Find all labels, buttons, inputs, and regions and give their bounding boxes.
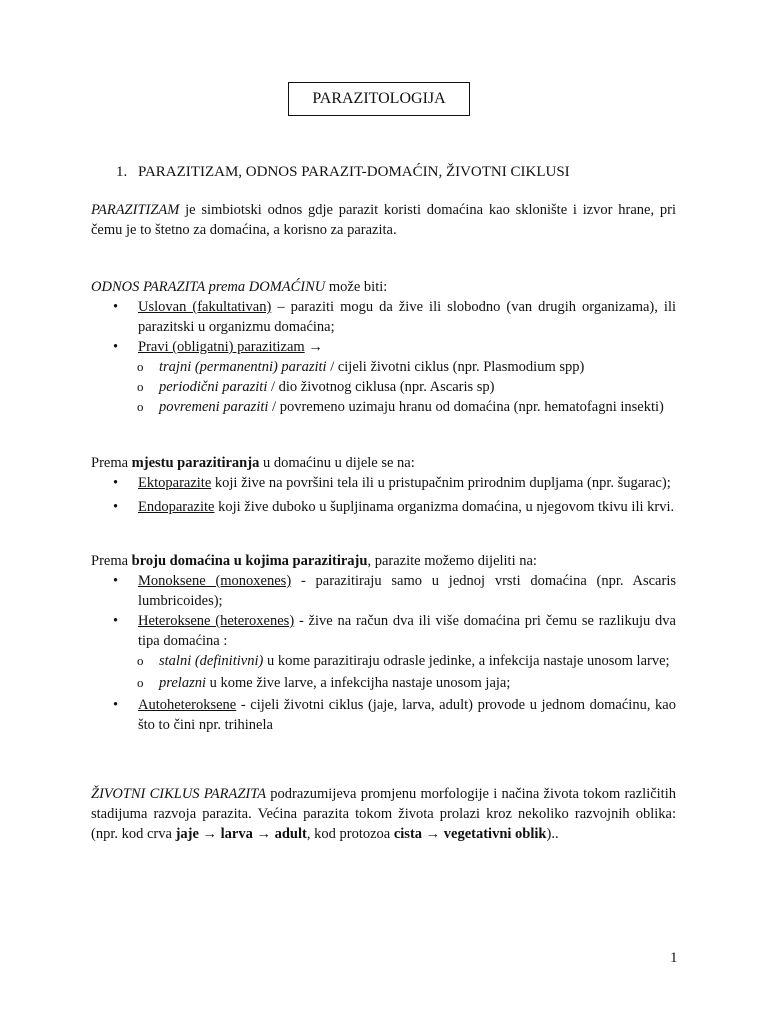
sub-list-item — [91, 377, 676, 397]
sub-item-term: periodični paraziti — [159, 379, 268, 395]
odnos-lead — [91, 277, 676, 297]
list-item — [91, 695, 676, 735]
sub-item-text: / dio životnog ciklusa (npr. Ascaris sp) — [267, 379, 495, 395]
list-item — [91, 571, 676, 611]
sub-item-text: / povremeno uzimaju hranu od domaćina (npr. hematofagni insekti) — [268, 399, 664, 415]
zivotni-bold-2: cista → vegetativni oblik — [393, 826, 547, 842]
broj-lead — [91, 551, 676, 571]
zivotni-text-1: podrazumijeva promjenu morfologije i načina života tokom različitih stadijuma razvoja parazita. Većina parazita tokom života prolazi kroz nekoliko razvojnih oblika: (npr. kod crva — [91, 786, 676, 842]
circle-bullet-icon: o — [137, 379, 144, 394]
sub-item-text: u kome parazitiraju odrasle jedinke, a infekcija nastaje unosom larve; — [263, 653, 670, 669]
odnos-lead-rest: može biti: — [325, 279, 388, 295]
lead-bold: mjestu parazitiranja — [131, 455, 260, 471]
lead-bold: broju domaćina u kojima parazitiraju — [131, 553, 368, 569]
item-text: - parazitiraju samo u jednoj vrsti domaćina (npr. Ascaris lumbricoides); — [138, 573, 676, 609]
zivotni-text-2: , kod protozoa — [306, 826, 394, 842]
mjesto-lead — [91, 453, 676, 473]
sub-list-item — [91, 357, 676, 377]
lead-post: u domaćinu u dijele se na: — [259, 455, 415, 471]
parazitizam-term: PARAZITIZAM — [91, 202, 180, 218]
sub-item-term: trajni (permanentni) paraziti — [159, 359, 327, 375]
sub-list-item — [91, 397, 676, 417]
page-number: 1 — [670, 950, 678, 966]
item-term: Heteroksene (heteroxenes) — [138, 613, 295, 629]
bullet-icon: • — [113, 697, 119, 713]
circle-bullet-icon: o — [137, 359, 144, 374]
zivotni-ciklus-paragraph — [91, 784, 676, 844]
list-item — [91, 497, 676, 517]
list-item — [91, 337, 676, 357]
item-text: - žive na račun dva ili više domaćina pri čemu se razlikuju dva tipa domaćina : — [138, 613, 676, 649]
circle-bullet-icon: o — [137, 653, 144, 668]
bullet-icon: • — [113, 339, 119, 355]
item-term: Pravi (obligatni) parazitizam — [138, 339, 305, 355]
list-item — [91, 473, 676, 493]
item-term: Autoheteroksene — [138, 697, 237, 713]
bullet-icon: • — [113, 613, 119, 629]
parazitizam-paragraph — [91, 200, 676, 240]
list-item — [91, 611, 676, 651]
section-heading — [116, 162, 570, 182]
item-term: Monoksene (monoxenes) — [138, 573, 292, 589]
heading-text: PARAZITIZAM, ODNOS PARAZIT-DOMAĆIN, ŽIVOTNI CIKLUSI — [138, 164, 570, 180]
bullet-icon: • — [113, 573, 119, 589]
odnos-section — [91, 277, 676, 417]
item-term: Ektoparazite — [138, 475, 212, 491]
circle-bullet-icon: o — [137, 399, 144, 414]
circle-bullet-icon: o — [137, 675, 144, 690]
sub-item-text: / cijeli životni ciklus (npr. Plasmodium spp) — [326, 359, 585, 375]
item-text: - cijeli životni ciklus (jaje, larva, adult) provode u jednom domaćinu, kao što to čini npr. trihinela — [138, 697, 676, 733]
item-term: Endoparazite — [138, 499, 215, 515]
list-item — [91, 297, 676, 337]
odnos-lead-italic: ODNOS PARAZITA prema DOMAĆINU — [91, 279, 326, 295]
sub-list-item — [91, 651, 676, 671]
bullet-icon: • — [113, 475, 119, 491]
mjesto-section — [91, 453, 676, 517]
zivotni-bold-1: jaje → larva → adult — [175, 826, 307, 842]
sub-item-term: povremeni paraziti — [159, 399, 269, 415]
sub-item-text: u kome žive larve, a infekcijha nastaje unosom jaja; — [206, 675, 511, 691]
parazitizam-text: je simbiotski odnos gdje parazit koristi domaćina kao sklonište i izvor hrane, pri čemu je to štetno za domaćina, a korisno za parazita. — [91, 202, 676, 238]
broj-section — [91, 551, 676, 735]
lead-pre: Prema — [91, 455, 132, 471]
sub-list-item — [91, 673, 676, 693]
bullet-icon: • — [113, 499, 119, 515]
document-title: PARAZITOLOGIJA — [288, 82, 470, 116]
sub-item-term: prelazni — [159, 675, 206, 691]
zivotni-term: ŽIVOTNI CIKLUS PARAZITA — [91, 786, 267, 802]
item-term: Uslovan (fakultativan) — [138, 299, 272, 315]
sub-item-term: stalni (definitivni) — [159, 653, 264, 669]
zivotni-text-3: ).. — [546, 826, 559, 842]
lead-post: , parazite možemo dijeliti na: — [367, 553, 537, 569]
lead-pre: Prema — [91, 553, 132, 569]
item-text: – paraziti mogu da žive ili slobodno (van drugih organizama), ili parazitski u organizmu domaćina; — [138, 299, 676, 335]
heading-number: 1. — [116, 164, 128, 180]
item-text: koji žive na površini tela ili u pristupačnim prirodnim dupljama (npr. šugarac); — [211, 475, 671, 491]
item-text: → — [304, 339, 323, 355]
bullet-icon: • — [113, 299, 119, 315]
item-text: koji žive duboko u šupljinama organizma domaćina, u njegovom tkivu ili krvi. — [214, 499, 675, 515]
